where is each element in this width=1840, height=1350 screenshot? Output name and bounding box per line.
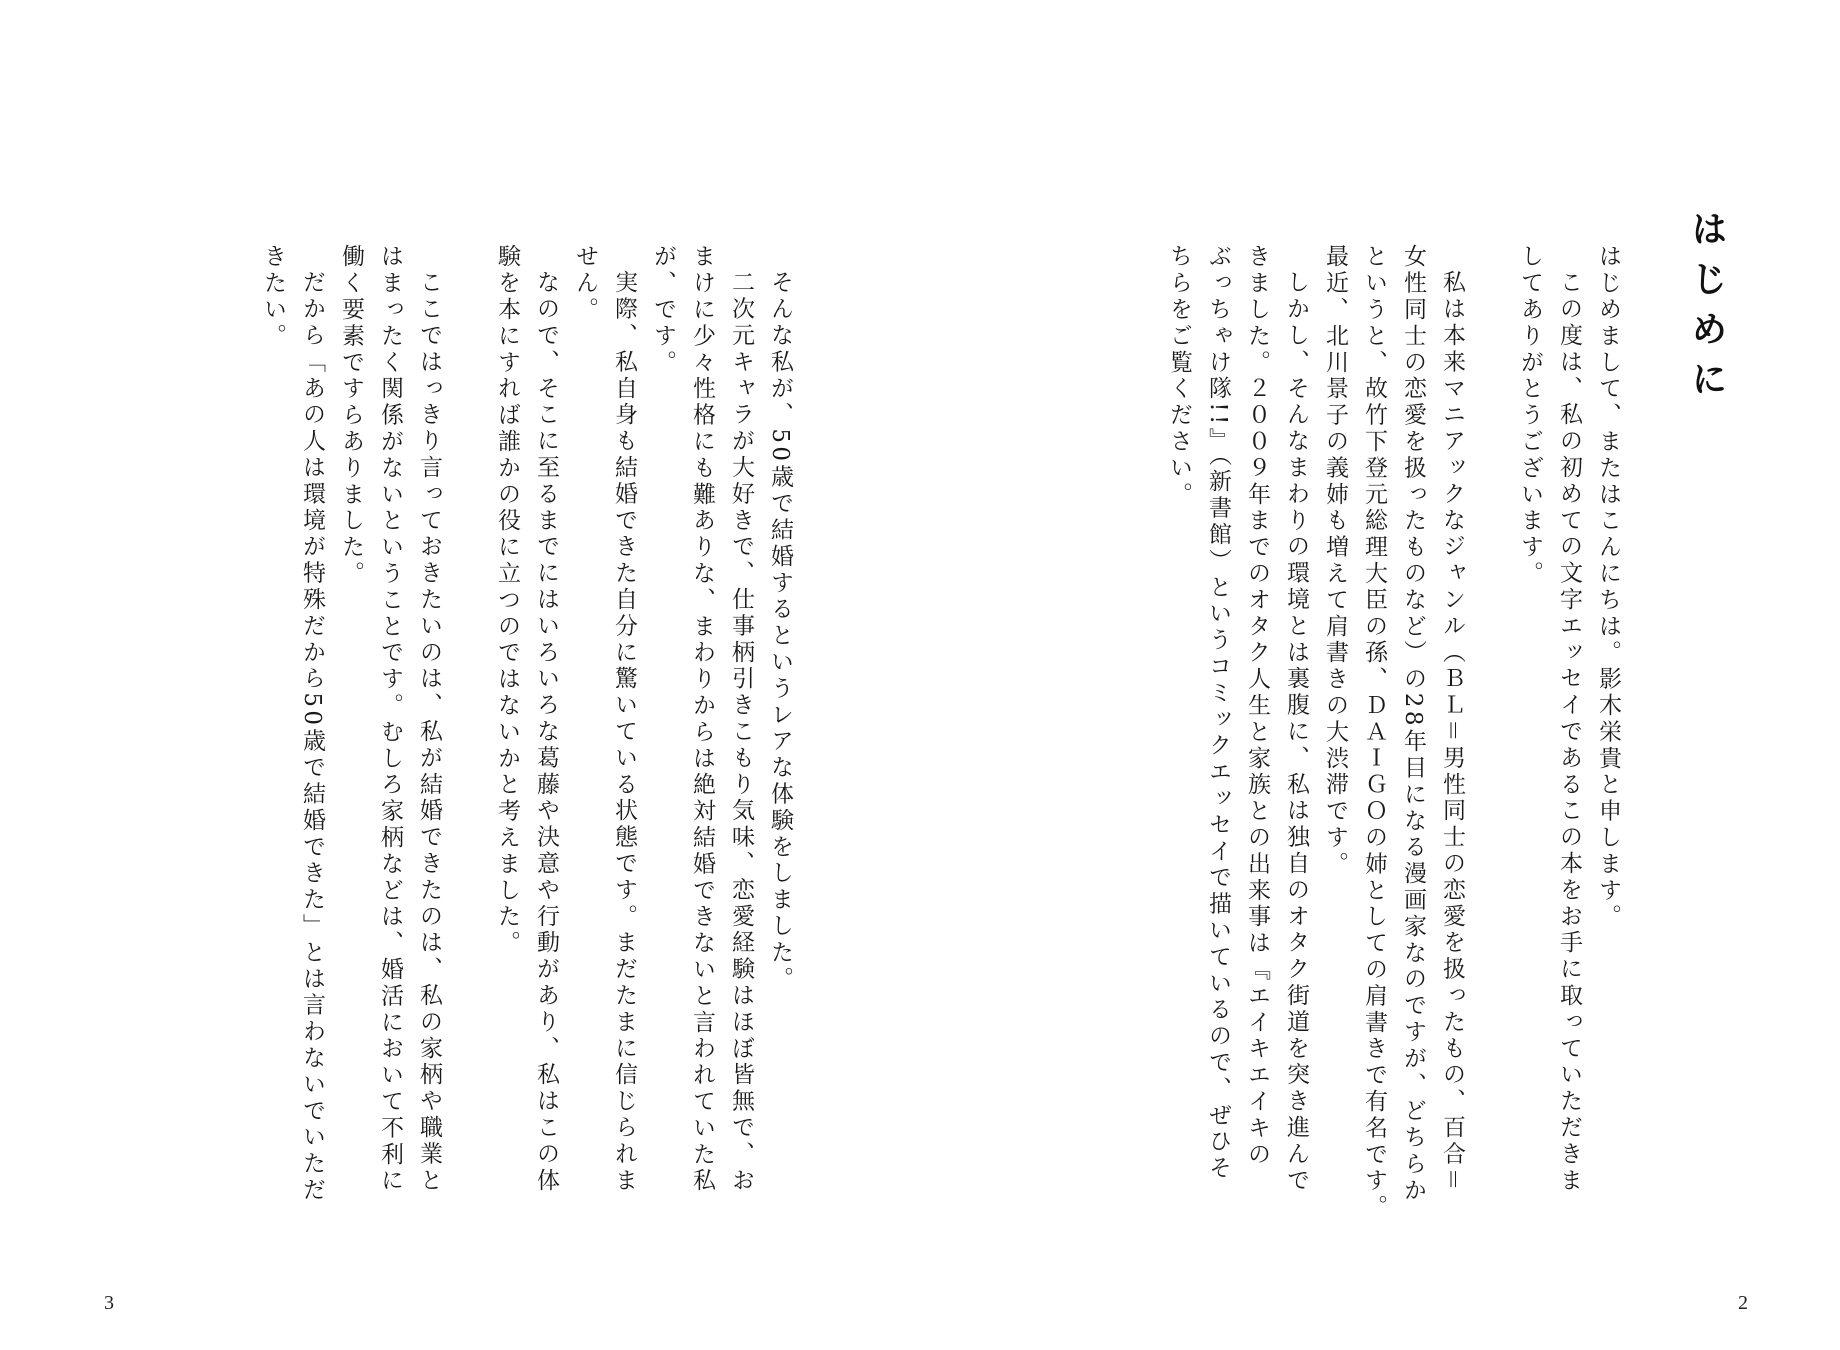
text-column: だから「あの人は環境が特殊だから50歳で結婚できた」とは言わないでいただ bbox=[299, 270, 325, 1204]
text-column: 最近、北川景子の義姉も増えて肩書きの大渋滞です。 bbox=[1322, 244, 1348, 878]
page-number: 2 bbox=[1738, 1292, 1748, 1314]
text-column: まけに少々性格にも難ありな、まわりからは絶対結婚できないと言われていた私 bbox=[689, 244, 715, 1195]
text-column: はまったく関係がないということです。むしろ家柄などは、婚活において不利に bbox=[377, 244, 403, 1195]
chapter-heading: はじめに bbox=[1686, 210, 1727, 410]
text-column: 私は本来マニアックなジャンル（ＢＬ＝男性同士の恋愛を扱ったもの、百合＝ bbox=[1439, 270, 1465, 1194]
text-column: はじめまして、またはこんにちは。影木栄貴と申します。 bbox=[1595, 244, 1621, 931]
text-column: というと、故竹下登元総理大臣の孫、ＤＡＩＧＯの姉としての肩書きで有名です。 bbox=[1361, 244, 1387, 1221]
text-column: しかし、そんなまわりの環境とは裏腹に、私は独自のオタク街道を突き進んで bbox=[1283, 270, 1309, 1194]
text-column: ちらをご覧ください。 bbox=[1166, 244, 1192, 508]
text-column: 女性同士の恋愛を扱ったものなど）の28年目になる漫画家なのですが、どちらか bbox=[1400, 244, 1426, 1205]
text-column: 験を本にすれば誰かの役に立つのではないかと考えました。 bbox=[494, 244, 520, 957]
page-number: 3 bbox=[104, 1292, 114, 1314]
text-column: きました。２００９年までのオタク人生と家族との出来事は『エイキエイキの bbox=[1244, 244, 1270, 1168]
text-column: 実際、私自身も結婚できた自分に驚いている状態です。まだたまに信じられま bbox=[611, 270, 637, 1194]
text-column: 働く要素ですらありました。 bbox=[338, 244, 364, 588]
text-column: 二次元キャラが大好きで、仕事柄引きこもり気味、恋愛経験はほぼ皆無で、お bbox=[728, 270, 754, 1194]
text-column: ぶっちゃけ隊!!』（新書館）というコミックエッセイで描いているので、ぜひそ bbox=[1205, 244, 1231, 1182]
text-column: この度は、私の初めての文字エッセイであるこの本をお手に取っていただきま bbox=[1556, 270, 1582, 1194]
text-column: せん。 bbox=[572, 244, 598, 324]
text-column: きたい。 bbox=[260, 244, 286, 350]
text-column: が、です。 bbox=[650, 244, 676, 376]
text-column: なので、そこに至るまでにはいろいろな葛藤や決意や行動があり、私はこの体 bbox=[533, 270, 559, 1194]
text-column: ここではっきり言っておきたいのは、私が結婚できたのは、私の家柄や職業と bbox=[416, 270, 442, 1194]
text-column: してありがとうございます。 bbox=[1517, 244, 1543, 588]
text-column: そんな私が、50歳で結婚するというレアな体験をしました。 bbox=[767, 270, 793, 993]
